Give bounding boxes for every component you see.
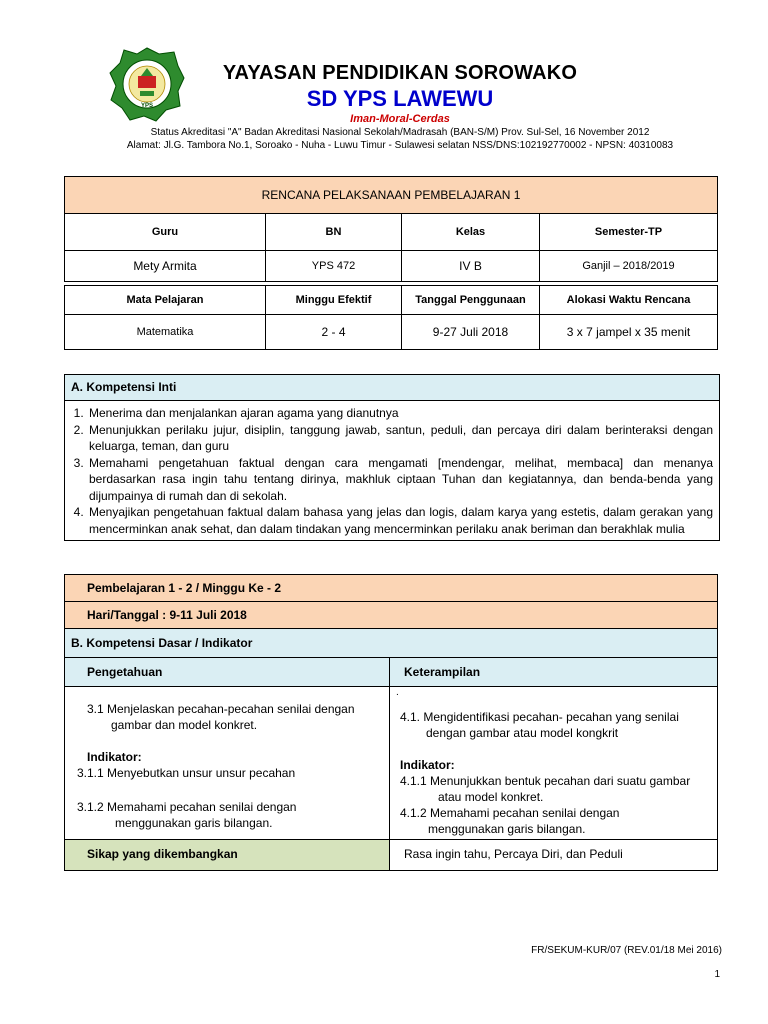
pembelajaran-date: Hari/Tanggal : 9-11 Juli 2018: [65, 602, 718, 629]
rpp-title: RENCANA PELAKSANAAN PEMBELAJARAN 1: [65, 177, 718, 214]
value-tanggal: 9-27 Juli 2018: [402, 315, 540, 350]
header-kelas: Kelas: [402, 214, 540, 251]
indikator-4-1-1: 4.1.1 Menunjukkan bentuk pecahan dari suatu gambar: [400, 774, 691, 788]
accreditation-line: Status Akreditasi "A" Badan Akreditasi Nasional Sekolah/Madrasah (BAN-S/M) Prov. Sul-Sel, 16 November 2012: [150, 127, 650, 138]
school-name: SD YPS LAWEWU: [306, 86, 494, 111]
pembelajaran-title: Pembelajaran 1 - 2 / Minggu Ke - 2: [65, 575, 718, 602]
school-motto: Iman-Moral-Cerdas: [350, 113, 450, 125]
kompetensi-inti-item: 3. Memahami pengetahuan faktual dengan cara mengamati [mendengar, melihat, membaca] dan menanya berdasarkan rasa ingin tahu tentang dirinya, makhluk ciptaan Tuhan dan kegiatannya, dan benda-benda yang dijumpainya di rumah dan di sekolah.: [87, 455, 713, 505]
indikator-4-1-2-cont: menggunakan garis bilangan.: [428, 822, 586, 836]
kompetensi-inti-title: A. Kompetensi Inti: [65, 375, 719, 401]
header-alokasi: Alokasi Waktu Rencana: [540, 286, 718, 315]
header-minggu: Minggu Efektif: [266, 286, 402, 315]
value-mapel: Matematika: [65, 315, 266, 350]
pembelajaran-table: [64, 574, 718, 871]
rpp-info-table: [64, 176, 718, 350]
pengetahuan-content: [65, 687, 390, 840]
sikap-value: Rasa ingin tahu, Percaya Diri, dan Peduli: [390, 840, 718, 871]
value-guru: Mety Armita: [65, 251, 266, 282]
header-bn: BN: [266, 214, 402, 251]
header-guru: Guru: [65, 214, 266, 251]
indikator-label-left: Indikator:: [87, 750, 142, 764]
column-keterampilan: Keterampilan: [390, 658, 718, 687]
kompetensi-inti-item: 1. Menerima dan menjalankan ajaran agama yang dianutnya: [87, 405, 713, 422]
indikator-3-1-1: 3.1.1 Menyebutkan unsur unsur pecahan: [77, 766, 296, 780]
value-semester: Ganjil – 2018/2019: [540, 251, 718, 282]
header-semester: Semester-TP: [540, 214, 718, 251]
kd-3-1: 3.1 Menjelaskan pecahan-pecahan senilai dengan: [87, 702, 355, 716]
kompetensi-inti-item: 2. Menunjukkan perilaku jujur, disiplin, tanggung jawab, santun, peduli, dan percaya diri dalam berinteraksi dengan keluarga, teman, dan guru: [87, 422, 713, 455]
value-kelas: IV B: [402, 251, 540, 282]
indikator-4-1-1-cont: atau model konkret.: [438, 790, 544, 804]
value-minggu: 2 - 4: [266, 315, 402, 350]
stray-dot: .: [396, 687, 399, 698]
indikator-4-1-2: 4.1.2 Memahami pecahan senilai dengan: [400, 806, 620, 820]
kompetensi-inti-box: [64, 374, 720, 541]
sikap-label: Sikap yang dikembangkan: [65, 840, 390, 871]
header-mapel: Mata Pelajaran: [65, 286, 266, 315]
indikator-3-1-2: 3.1.2 Memahami pecahan senilai dengan: [77, 800, 297, 814]
keterampilan-content: [390, 687, 718, 840]
section-b-title: B. Kompetensi Dasar / Indikator: [65, 629, 718, 658]
kompetensi-inti-list: [65, 401, 719, 540]
kd-4-1-cont: dengan gambar atau model kongkrit: [426, 726, 619, 740]
kd-4-1: 4.1. Mengidentifikasi pecahan- pecahan yang senilai: [400, 710, 679, 724]
foundation-name: YAYASAN PENDIDIKAN SOROWAKO: [222, 62, 578, 84]
school-logo: [108, 46, 186, 124]
page-number: 1: [714, 969, 720, 980]
header-tanggal: Tanggal Penggunaan: [402, 286, 540, 315]
logo-text: YPS: [140, 103, 154, 109]
indikator-3-1-2-cont: menggunakan garis bilangan.: [115, 816, 273, 830]
indikator-label-right: Indikator:: [400, 758, 455, 772]
kd-3-1-cont: gambar dan model konkret.: [111, 718, 258, 732]
form-code: FR/SEKUM-KUR/07 (REV.01/18 Mei 2016): [531, 945, 722, 956]
kompetensi-inti-item: 4. Menyajikan pengetahuan faktual dalam bahasa yang jelas dan logis, dalam karya yang estetis, dalam gerakan yang mencerminkan anak sehat, dan dalam tindakan yang mencerminkan perilaku anak beriman dan berakhlak mulia: [87, 504, 713, 537]
address-line: Alamat: Jl.G. Tambora No.1, Soroako - Nuha - Luwu Timur - Sulawesi selatan NSS/DNS:102192770002 - NPSN: 40310083: [126, 140, 674, 151]
column-pengetahuan: Pengetahuan: [65, 658, 390, 687]
value-bn: YPS 472: [266, 251, 402, 282]
value-alokasi: 3 x 7 jampel x 35 menit: [540, 315, 718, 350]
